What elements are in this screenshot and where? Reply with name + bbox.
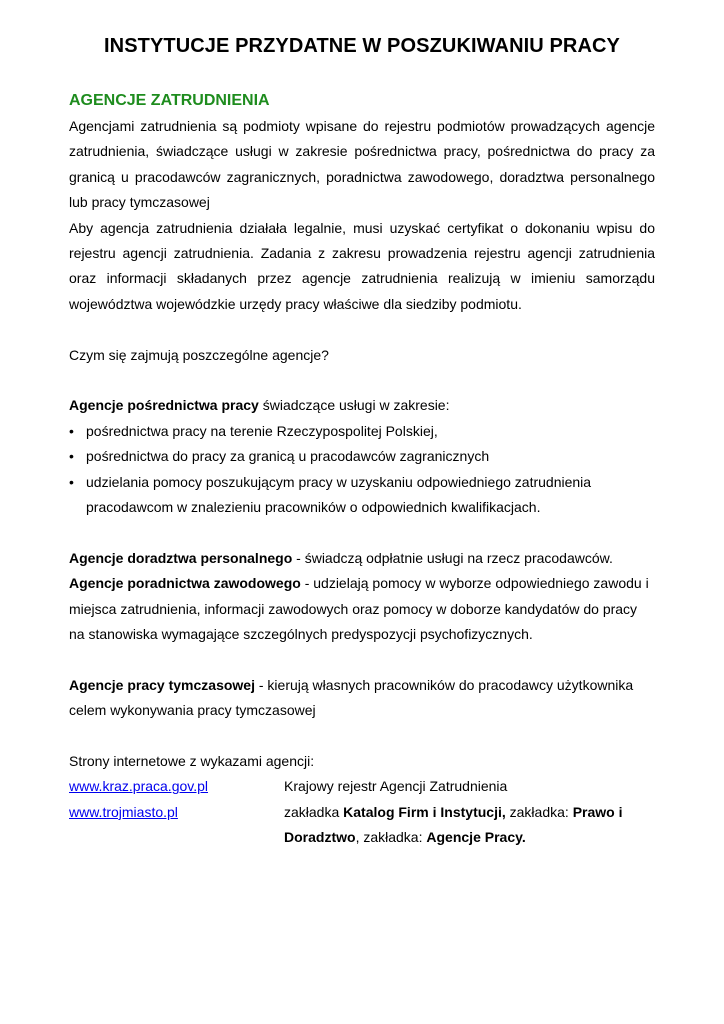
tymczasowa-paragraph (69, 673, 655, 724)
trojmiasto-description (284, 800, 655, 851)
document-body (69, 114, 655, 851)
spacer (69, 368, 655, 393)
list-item-text: pośrednictwa pracy na terenie Rzeczypospolitej Polskiej, (86, 422, 438, 439)
doradztwo-title: Agencje doradztwa personalnego (69, 549, 293, 566)
posrednictwo-rest: świadczące usługi w zakresie: (258, 397, 450, 414)
desc-text: zakładka: (505, 803, 573, 820)
desc-text: zakładka (284, 803, 344, 820)
doradztwo-paragraph (69, 546, 655, 571)
bullet-icon: • (69, 422, 74, 439)
posrednictwo-list (69, 419, 655, 521)
desc-text: , zakładka: (355, 829, 427, 846)
poradnictwo-title: Agencje poradnictwa zawodowego (69, 575, 301, 592)
tymczasowa-rest: - kierują własnych pracowników do pracodawcy użytkownika celem wykonywania pracy tymczasowej (69, 676, 634, 719)
intro-paragraph-1: Agencjami zatrudnienia są podmioty wpisane do rejestru podmiotów prowadzących agencje zatrudnienia, świadczące usługi w zakresie pośrednictwa pracy, pośrednictwa do pracy za granicą u pracodawców zagranicznych, poradnictwa zawodowego, doradztwa personalnego lub pracy tymczasowej (69, 118, 655, 211)
poradnictwo-paragraph (69, 571, 655, 647)
websites-heading: Strony internetowe z wykazami agencji: (69, 753, 315, 770)
posrednictwo-title: Agencje pośrednictwa pracy (69, 397, 259, 414)
intro-paragraph-2: Aby agencja zatrudnienia działała legalnie, musi uzyskać certyfikat o dokonaniu wpisu do rejestru agencji zatrudnienia. Zadania z zakresu prowadzenia rejestru agencji zatrudnienia oraz informacji składanych przez agencje zatrudnienia realizują w imieniu samorządu województwa wojewódzkie urzędy pracy właściwe dla siedziby podmiotu. (69, 219, 655, 312)
list-item-text: pośrednictwa do pracy za granicą u pracodawców zagranicznych (86, 448, 490, 465)
page-title: INSTYTUCJE PRZYDATNE W POSZUKIWANIU PRACY (104, 35, 620, 57)
trojmiasto-link[interactable]: www.trojmiasto.pl (69, 803, 178, 820)
poradnictwo-rest: - udzielają pomocy w wyborze odpowiedniego zawodu i miejsca zatrudnienia, informacji zawodowych oraz pomocy w doborze kandydatów do pracy na stanowiska wymagające szczególnych predyspozycji psychofizycznych. (69, 575, 649, 643)
list-item-text: udzielania pomocy poszukującym pracy w uzyskaniu odpowiedniego zatrudnienia pracodawcom w znalezieniu pracowników o odpowiednich kwalifikacjach. (86, 473, 592, 516)
bullet-icon: • (69, 448, 74, 465)
bullet-icon: • (69, 473, 74, 490)
list-item (69, 419, 655, 444)
kraz-description: Krajowy rejestr Agencji Zatrudnienia (284, 778, 508, 795)
spacer (69, 724, 655, 749)
spacer (69, 317, 655, 342)
question-line: Czym się zajmują poszczególne agencje? (69, 346, 329, 363)
kraz-row (69, 774, 655, 799)
trojmiasto-row (69, 800, 655, 851)
doradztwo-rest: - świadczą odpłatnie usługi na rzecz pracodawców. (292, 549, 613, 566)
list-item (69, 470, 655, 521)
list-item (69, 444, 655, 469)
desc-bold-prawo: Prawo i Doradztwo (284, 803, 623, 846)
kraz-link[interactable]: www.kraz.praca.gov.pl (69, 778, 209, 795)
posrednictwo-intro (69, 393, 655, 418)
spacer (69, 520, 655, 545)
section-heading: AGENCJE ZATRUDNIENIA (69, 92, 270, 109)
tymczasowa-title: Agencje pracy tymczasowej (69, 676, 255, 693)
desc-bold-agencje: Agencje Pracy. (426, 829, 526, 846)
spacer (69, 647, 655, 672)
desc-bold-katalog: Katalog Firm i Instytucji, (343, 803, 506, 820)
